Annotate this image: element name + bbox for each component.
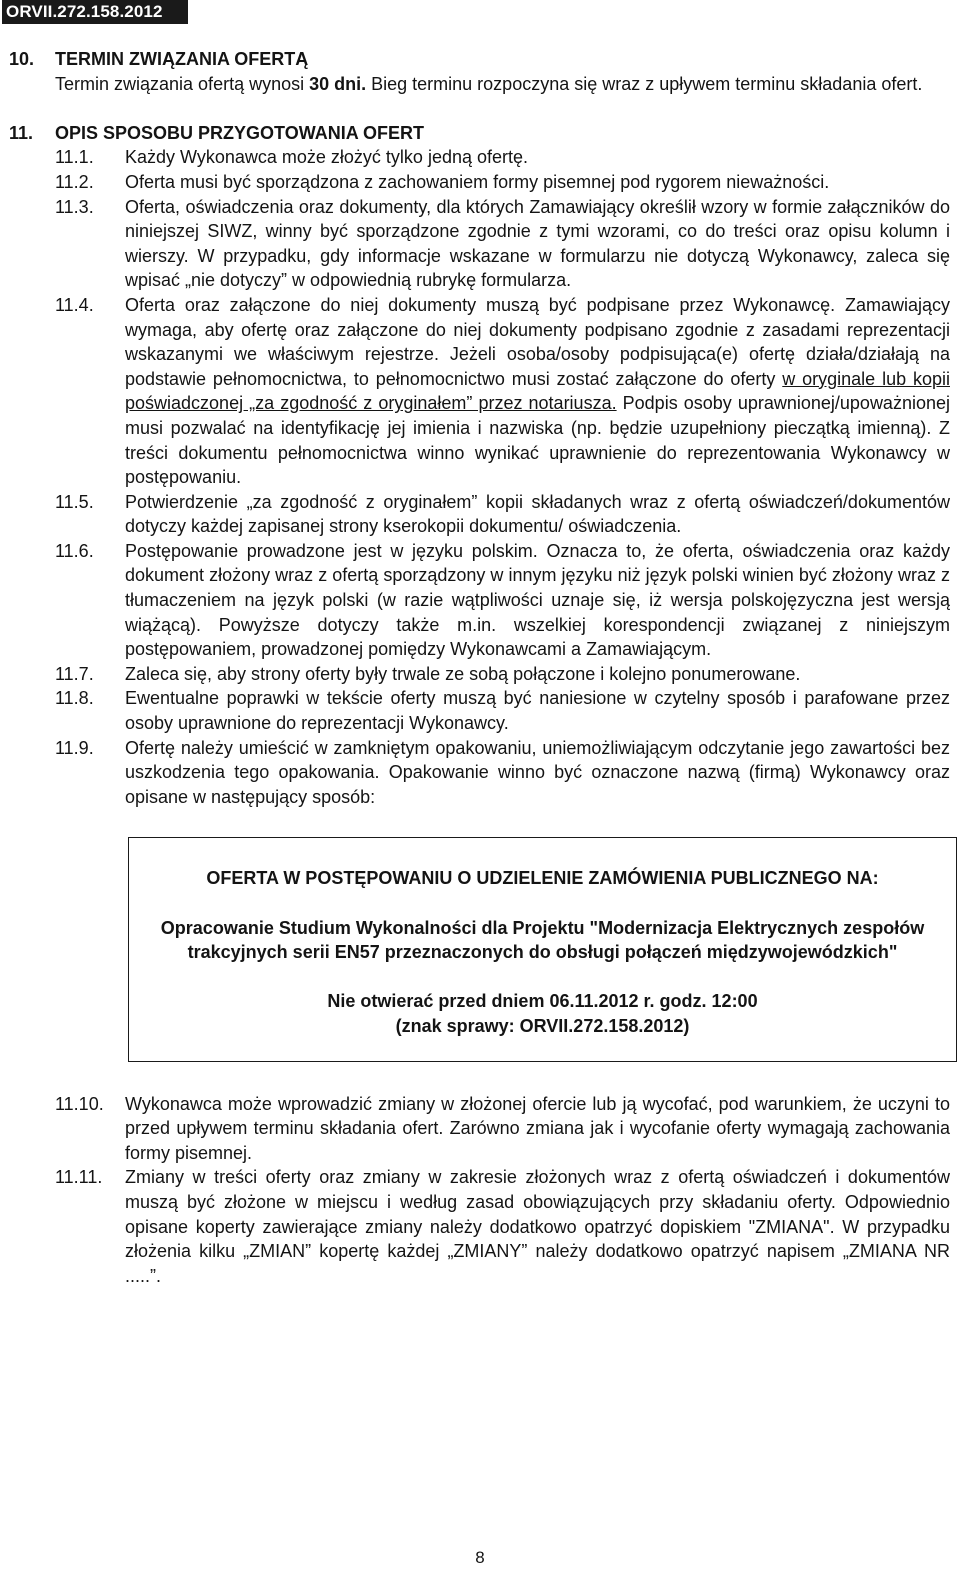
offer-box-case-reference: (znak sprawy: ORVII.272.158.2012) <box>395 1015 690 1036</box>
paragraph-text <box>125 293 950 490</box>
paragraph-text: Ewentualne poprawki w tekście oferty muszą być naniesione w czytelny sposób i parafowane przez osoby uprawnione do reprezentacji Wykonawcy. <box>125 688 950 734</box>
section-10-heading <box>9 47 950 72</box>
paragraph-text: Ofertę należy umieścić w zamkniętym opakowaniu, uniemożliwiającym odczytanie jego zawartości bez uszkodzenia tego opakowania. Opakowanie winno być oznaczone nazwą (firmą) Wykonawcy oraz opisane w następujący sposób: <box>125 737 950 807</box>
text-segment: Podpis osoby uprawnionej/upoważnionej musi pozwalać na identyfikację jej imienia i nazwiska (np. będzie uzupełniony pieczątką imienną). Z treści dokumentu pełnomocnictwa winno wynikać uprawnienie do reprezentowania Wykonawcy w postępowaniu. <box>125 393 950 488</box>
paragraph-text: Oferta, oświadczenia oraz dokumenty, dla których Zamawiający określił wzory w formie załączników do niniejszej SIWZ, winny być sporządzone zgodnie z tymi wzorami, co do treści oraz opisu kolumn i wierszy. W przypadku, gdy informacje wskazane w formularzu nie dotyczą Wykonawcy, zaleca się wpisać „nie dotyczy” w odpowiednią rubrykę formularza. <box>125 196 950 291</box>
paragraph-11-11 <box>9 1165 950 1288</box>
section-number: 11. <box>9 122 34 143</box>
paragraph-number: 11.5. <box>55 491 94 512</box>
paragraph-text: Każdy Wykonawca może złożyć tylko jedną ofertę. <box>125 147 529 168</box>
paragraph-text: Wykonawca może wprowadzić zmiany w złożonej ofercie lub ją wycofać, pod warunkiem, że uczyni to przed upływem terminu składania ofert. Zarówno zmiana jak i wycofanie oferty wymagają zachowania formy pisemnej. <box>125 1093 950 1163</box>
paragraph-11-4 <box>9 293 950 490</box>
paragraph-number: 11.3. <box>55 196 94 217</box>
section-number: 10. <box>9 49 35 69</box>
document-body <box>9 47 950 1288</box>
offer-box-opening-date: Nie otwierać przed dniem 06.11.2012 r. godz. 12:00 <box>327 991 758 1012</box>
paragraph-11-10 <box>9 1092 950 1166</box>
section-title: TERMIN ZWIĄZANIA OFERTĄ <box>55 49 309 69</box>
paragraph-11-8 <box>9 686 950 735</box>
paragraph-11-1 <box>9 145 950 170</box>
paragraph-number: 11.6. <box>55 540 94 561</box>
paragraph-11-3 <box>9 195 950 293</box>
page-number: 8 <box>475 1548 485 1567</box>
paragraph-number: 11.9. <box>55 737 94 758</box>
bold-segment: 30 dni. <box>309 73 367 94</box>
offer-envelope-label-box <box>128 837 957 1061</box>
paragraph-text: Zmiany w treści oferty oraz zmiany w zakresie złożonych wraz z ofertą oświadczeń i dokumentów muszą być złożone w miejscu i według zasad obowiązujących przy składaniu oferty. Odpowiednio opisane koperty zawierające zmiany należy dodatkowo opatrzyć dopiskiem "ZMIANA". W przypadku złożenia kilku „ZMIAN” kopertę każdej „ZMIANY” należy dodatkowo opatrzyć napisem „ZMIANA NR .....”. <box>125 1167 950 1286</box>
paragraph-text: Oferta musi być sporządzona z zachowaniem formy pisemnej pod rygorem nieważności. <box>125 171 830 192</box>
offer-box-title: OFERTA W POSTĘPOWANIU O UDZIELENIE ZAMÓWIENIA PUBLICZNEGO NA: <box>206 868 879 889</box>
underlined-segment: w oryginale lub kopii poświadczonej „za zgodność z oryginałem” przez notariusza. <box>125 368 950 414</box>
offer-box-project-name: Opracowanie Studium Wykonalności dla Projektu "Modernizacja Elektrycznych zespołów trakcyjnych serii EN57 przeznaczonych do obsługi połączeń międzywojewódzkich" <box>160 917 925 963</box>
paragraph-11-9 <box>9 736 950 810</box>
paragraph-11-7 <box>9 662 950 687</box>
paragraph-text: Postępowanie prowadzone jest w języku polskim. Oznacza to, że oferta, oświadczenia oraz każdy dokument złożony wraz z ofertą sporządzony w innym języku niż język polski winien być złożony wraz z tłumaczeniem na język polski (w razie wątpliwości uznaje się, iż wersja polskojęzyczna jest wersją wiążącą). Powyższe dotyczy także m.in. wszelkiej korespondencji związanej z niniejszym postępowaniem, prowadzonej pomiędzy Wykonawcami a Zamawiającym. <box>125 540 950 660</box>
paragraph-number: 11.8. <box>55 688 94 709</box>
paragraph-11-2 <box>9 170 950 195</box>
section-10-text <box>9 72 950 97</box>
paragraph-text: Potwierdzenie „za zgodność z oryginałem” kopii składanych wraz z ofertą oświadczeń/dokumentów dotyczy każdej zapisanej strony kserokopii dokumentu/ oświadczenia. <box>125 491 950 537</box>
section-11-heading <box>9 121 950 146</box>
paragraph-number: 11.4. <box>55 294 94 315</box>
text-segment: Bieg terminu rozpoczyna się wraz z upływem terminu składania ofert. <box>366 73 923 94</box>
text-segment: Oferta oraz załączone do niej dokumenty muszą być podpisane przez Wykonawcę. Zamawiający wymaga, aby ofertę oraz załączone do niej dokumenty podpisano zgodnie z zasadami reprezentacji wskazanymi we właściwym rejestrze. Jeżeli osoba/osoby podpisująca(e) ofertę działa/działają na podstawie pełnomocnictwa, to pełnomocnictwo musi zostać załączone do oferty <box>125 294 950 389</box>
document-reference-code: ORVII.272.158.2012 <box>2 0 188 24</box>
paragraph-number: 11.10. <box>55 1093 104 1114</box>
paragraph-11-5 <box>9 490 950 539</box>
paragraph-number: 11.2. <box>55 171 94 192</box>
text-segment: Termin związania ofertą wynosi <box>55 73 310 94</box>
paragraph-number: 11.1. <box>55 147 94 168</box>
paragraph-11-6 <box>9 539 950 662</box>
paragraph-number: 11.7. <box>55 663 94 684</box>
paragraph-number: 11.11. <box>55 1167 103 1188</box>
paragraph-text: Zaleca się, aby strony oferty były trwale ze sobą połączone i kolejno ponumerowane. <box>125 663 801 684</box>
section-title: OPIS SPOSOBU PRZYGOTOWANIA OFERT <box>55 122 425 143</box>
